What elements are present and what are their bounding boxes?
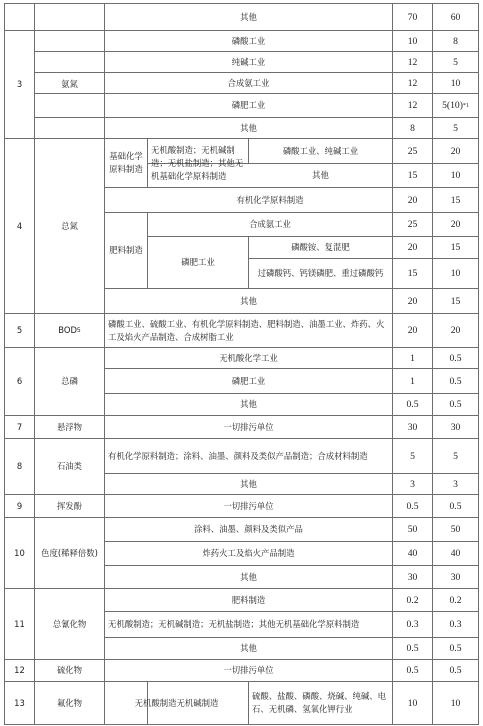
limit-value-1 <box>393 612 432 637</box>
item-number-text: 6 <box>16 376 23 386</box>
industry-cell <box>105 394 392 415</box>
limit-value-1 <box>393 259 432 288</box>
limit-value-2 <box>433 289 478 313</box>
limit-value-2-text: 8 <box>453 35 458 47</box>
item-number <box>5 495 34 517</box>
industry-cell <box>105 638 392 659</box>
limit-value-1 <box>393 164 432 187</box>
limit-value-1-text: 3 <box>410 478 415 490</box>
limit-value-1 <box>393 52 432 72</box>
limit-value-2 <box>433 439 478 473</box>
limit-value-1-text: 8 <box>410 122 415 134</box>
pollutant-name <box>35 416 104 438</box>
industry-cell <box>105 118 392 138</box>
limit-value-2 <box>433 589 478 611</box>
row-divider <box>4 724 479 725</box>
limit-value-2 <box>433 73 478 93</box>
industry-cell-text: 无机酸化学工业 <box>219 352 278 363</box>
pollutant-name-text: 硫化物 <box>56 665 83 675</box>
industry-cell-text: 合成氨工业 <box>249 219 291 229</box>
limit-value-1 <box>393 139 432 163</box>
item-number-text: 13 <box>14 697 25 708</box>
industry-cell <box>105 612 392 637</box>
pollutant-name <box>35 660 104 681</box>
item-number <box>5 439 34 494</box>
industry-cell-text: 磷酸工业 <box>231 35 266 46</box>
limit-value-1 <box>393 73 432 93</box>
limit-value-2 <box>433 416 478 438</box>
industry-cell <box>105 542 392 565</box>
item-number <box>5 518 34 588</box>
limit-value-2 <box>433 4 478 30</box>
limit-value-2 <box>433 638 478 659</box>
industry-cell-text: 其他 <box>240 643 257 653</box>
industry-cell <box>105 474 392 494</box>
industry-cell-text: 有机化学原料制造；涂料、油墨、颜料及类似产品制造；合成材料制造 <box>108 450 368 461</box>
industry-cell-text: 无机酸制造；无机碱制造；无机盐制造；其他无机基础化学原料制造 <box>108 619 360 629</box>
limit-value-2 <box>433 52 478 72</box>
limit-value-1-text: 50 <box>407 524 418 535</box>
limit-value-1-text: 5 <box>410 450 415 462</box>
industry-group-text: 基础化学原料制造 <box>109 151 143 174</box>
item-number-text: 10 <box>14 547 25 558</box>
limit-value-2-text: 5 <box>453 122 458 134</box>
item-number-text: 5 <box>16 325 23 335</box>
limit-value-2 <box>433 118 478 138</box>
limit-value-2-text: 0.5 <box>449 643 462 654</box>
limit-value-2 <box>433 164 478 187</box>
item-number-text: 4 <box>16 220 23 231</box>
limit-value-1-text: 20 <box>407 295 418 307</box>
limit-value-1 <box>393 213 432 236</box>
limit-value-2-text: 5 <box>453 56 458 68</box>
limit-value-1 <box>393 589 432 611</box>
industry-cell-text: 其他 <box>240 295 257 306</box>
limit-value-1 <box>393 348 432 368</box>
industry-group-text: 肥料制造 <box>109 245 143 255</box>
limit-value-1-text: 20 <box>407 325 418 336</box>
limit-value-1 <box>393 188 432 212</box>
limit-value-2-text: 30 <box>450 421 461 433</box>
industry-cell-text: 一切排污单位 <box>223 421 274 432</box>
limit-value-1 <box>393 369 432 393</box>
item-number-text: 7 <box>16 421 23 432</box>
limit-value-1 <box>393 118 432 138</box>
limit-value-1 <box>393 314 432 347</box>
industry-cell-text: 合成氨工业 <box>227 77 270 88</box>
limit-value-1 <box>393 416 432 438</box>
limit-value-2-text: 40 <box>450 548 461 559</box>
limit-value-2 <box>433 213 478 236</box>
pollutant-name <box>35 495 104 517</box>
limit-value-2 <box>433 348 478 368</box>
limit-value-1-text: 30 <box>407 421 418 433</box>
industry-subgroup <box>148 237 248 288</box>
limit-value-2-text: 30 <box>450 571 461 583</box>
industry-cell <box>105 416 392 438</box>
pollutant-name-text: 挥发酚 <box>56 500 83 511</box>
limit-value-2-text: 20 <box>450 219 461 230</box>
limit-value-1-text: 10 <box>407 697 418 709</box>
limit-value-2-text: 3 <box>453 478 458 490</box>
limit-value-1 <box>393 638 432 659</box>
industry-cell <box>105 439 392 473</box>
column-divider <box>478 3 479 725</box>
industry-cell <box>105 518 392 541</box>
industry-cell <box>148 188 392 212</box>
industry-cell <box>105 566 392 588</box>
industry-cell-text: 过磷酸钙、钙镁磷肥、重过磷酸钙 <box>257 268 384 278</box>
industry-cell-text: 有机化学原料制造 <box>236 194 304 205</box>
industry-cell-text: 肥料制造 <box>231 594 266 605</box>
limit-value-2-text: 50 <box>450 524 461 535</box>
limit-value-1-text: 10 <box>407 35 418 47</box>
limit-value-1 <box>393 495 432 517</box>
limit-value-1 <box>393 394 432 415</box>
industry-cell-text: 磷酸铵、复混肥 <box>291 242 350 252</box>
item-number-text: 12 <box>14 665 25 675</box>
item-number-text: 9 <box>16 500 23 511</box>
limit-value-1-text: 0.5 <box>406 643 419 654</box>
pollutant-name-text: 悬浮物 <box>56 421 83 432</box>
industry-cell <box>105 94 392 117</box>
industry-group <box>105 213 147 288</box>
item-number <box>5 31 34 138</box>
industry-cell-text: 一切排污单位 <box>223 665 274 675</box>
limit-value-2 <box>433 394 478 415</box>
limit-value-2-text: 15 <box>450 295 461 307</box>
item-number <box>5 682 34 724</box>
pollutant-name <box>35 589 104 659</box>
item-number <box>5 314 34 347</box>
pollutant-name <box>35 31 104 138</box>
industry-cell <box>105 52 392 72</box>
pollutant-name <box>35 518 104 588</box>
industry-cell-text: 其他 <box>240 478 257 489</box>
limit-value-2-text: 60 <box>450 11 461 23</box>
limit-value-1 <box>393 94 432 117</box>
limit-value-1-text: 70 <box>407 11 418 23</box>
limit-value-1-text: 20 <box>407 194 418 206</box>
industry-cell-text: 磷肥工业 <box>231 100 266 110</box>
limit-value-1-text: 25 <box>407 145 418 157</box>
industry-subgroup-text: 无机酸制造；无机碱制造；无机盐制造；其他无机基础化学原料制造 <box>151 144 244 181</box>
pollutant-name-text: 总氮 <box>61 220 78 231</box>
limit-value-1 <box>393 566 432 588</box>
limit-value-1 <box>393 542 432 565</box>
limit-value-2 <box>433 139 478 163</box>
industry-cell-text: 涂料、油墨、颜料及类似产品 <box>194 524 303 534</box>
pollutant-name-text: 总磷 <box>61 376 78 386</box>
industry-cell-text: 其他 <box>312 170 329 180</box>
limit-value-1 <box>393 682 432 724</box>
industry-cell <box>105 73 392 93</box>
limit-value-2-text: 0.5 <box>449 352 462 364</box>
industry-cell-text: 磷酸工业、纯碱工业 <box>282 145 359 156</box>
limit-value-2-text: 5 <box>453 450 458 462</box>
industry-cell <box>105 589 392 611</box>
limit-value-1-text: 1 <box>410 375 415 387</box>
limit-value-2-text: 10 <box>450 77 461 89</box>
limit-value-2 <box>433 188 478 212</box>
limit-value-1-text: 15 <box>407 170 418 181</box>
limit-value-1-text: 1 <box>410 352 415 364</box>
limit-value-2 <box>433 495 478 517</box>
limit-value-2 <box>433 518 478 541</box>
limit-value-1-text: 0.3 <box>406 619 419 630</box>
industry-subgroup-text: 无机酸制造无机碱制造 <box>134 697 219 708</box>
industry-cell-text: 磷酸工业、硫酸工业、有机化学原料制造、肥料制造、油墨工业、炸药、火工及焰火产品制造、合成树脂工业 <box>108 318 385 342</box>
pollutant-name <box>35 348 104 415</box>
limit-value-2 <box>433 660 478 681</box>
limit-value-1-text: 0.2 <box>406 594 419 606</box>
limit-value-1-text: 0.5 <box>406 399 419 410</box>
limit-value-2-text: 0.3 <box>449 619 462 630</box>
industry-cell <box>105 4 392 30</box>
limit-value-2-text: 0.2 <box>449 594 462 606</box>
industry-cell <box>249 139 392 163</box>
limit-value-2-text: 20 <box>450 145 461 157</box>
limit-value-1-text: 12 <box>407 77 418 89</box>
industry-subgroup <box>148 139 248 187</box>
limit-value-1 <box>393 518 432 541</box>
industry-cell-text: 纯碱工业 <box>231 56 266 67</box>
item-number <box>5 348 34 415</box>
limit-value-2 <box>433 566 478 588</box>
industry-subgroup-text: 磷肥工业 <box>181 257 215 267</box>
industry-cell <box>105 314 392 347</box>
limit-value-2-text: 0.5 <box>449 500 462 512</box>
limit-value-2 <box>433 31 478 51</box>
limit-value-2-text: 15 <box>450 194 461 206</box>
pollutant-name-text: 氟化物 <box>56 697 83 708</box>
limit-value-1-text: 25 <box>407 219 418 230</box>
pollutant-name-text: 石油类 <box>56 461 83 471</box>
industry-cell <box>249 682 392 724</box>
limit-value-1 <box>393 439 432 473</box>
industry-cell-text: 其他 <box>240 571 257 582</box>
item-number-text: 3 <box>16 79 23 89</box>
industry-cell <box>249 259 392 288</box>
limit-value-2 <box>433 237 478 258</box>
limit-value-2 <box>433 682 478 724</box>
limit-value-2-text: 10 <box>450 697 461 709</box>
item-number-text: 8 <box>16 461 23 471</box>
limit-value-1-text: 20 <box>407 242 418 253</box>
pollutant-name <box>35 139 104 313</box>
limit-value-1-text: 30 <box>407 571 418 583</box>
limit-value-1 <box>393 4 432 30</box>
industry-cell <box>105 31 392 51</box>
pollutant-name: BOD 5 <box>58 325 81 335</box>
limit-value-1-text: 15 <box>407 268 418 279</box>
limit-value-1 <box>393 31 432 51</box>
pollutant-name <box>35 439 104 494</box>
industry-subgroup <box>105 682 248 724</box>
industry-cell <box>148 213 392 236</box>
industry-cell <box>105 369 392 393</box>
limit-value-2-text: 10 <box>450 170 461 181</box>
limit-value-2: 5(10) *1 <box>442 100 469 111</box>
limit-value-2 <box>433 369 478 393</box>
limit-value-1-text: 40 <box>407 548 418 559</box>
item-number-text: 11 <box>14 618 25 629</box>
pollutant-name-text: BOD <box>58 325 77 335</box>
industry-cell-text: 其他 <box>240 11 257 22</box>
limit-value-2-text: 15 <box>450 242 461 253</box>
item-number <box>5 416 34 438</box>
limit-value-2-text: 20 <box>450 325 461 336</box>
industry-cell <box>105 348 392 368</box>
limit-value-2-text: 0.5 <box>449 375 462 387</box>
industry-cell-text: 硫酸、盐酸、磷酸、烧碱、纯碱、电石、无机磷、氢氧化钾行业 <box>252 691 386 714</box>
item-number <box>5 589 34 659</box>
limit-value-2 <box>433 542 478 565</box>
limit-value-2 <box>433 612 478 637</box>
limit-value-2 <box>433 474 478 494</box>
industry-cell <box>249 164 392 187</box>
industry-cell-text: 其他 <box>240 122 257 133</box>
industry-cell <box>249 237 392 258</box>
industry-group <box>105 139 147 187</box>
limit-value-1-text: 0.5 <box>406 500 419 512</box>
industry-cell-text: 炸药火工及焰火产品制造 <box>202 548 295 558</box>
pollutant-name-text: 总氰化物 <box>52 618 87 629</box>
limit-value-2-text: 0.5 <box>449 665 462 676</box>
industry-cell <box>105 660 392 681</box>
limit-value-1-text: 0.5 <box>406 665 419 676</box>
industry-cell-text: 一切排污单位 <box>223 500 274 511</box>
limit-value-2 <box>433 259 478 288</box>
limit-value-1-text: 12 <box>407 56 418 68</box>
limit-value-1-text: 12 <box>407 100 418 111</box>
limit-value-1 <box>393 289 432 313</box>
pollutant-name-text: 氨氮 <box>61 79 78 89</box>
pollutant-name <box>35 682 104 724</box>
item-number <box>5 139 34 313</box>
limit-value-2 <box>433 314 478 347</box>
limit-value-1 <box>393 660 432 681</box>
industry-cell-text: 磷肥工业 <box>231 375 266 386</box>
limit-value-2-text: 0.5 <box>449 399 462 410</box>
industry-cell <box>105 289 392 313</box>
item-number <box>5 660 34 681</box>
pollutant-name-text: 色度(稀释倍数) <box>41 547 98 558</box>
limit-value-1 <box>393 237 432 258</box>
limit-value-2-text: 5(10) <box>442 100 463 111</box>
limit-value-2-text: 10 <box>450 268 461 279</box>
industry-cell-text: 其他 <box>240 399 257 409</box>
limit-value-1 <box>393 474 432 494</box>
industry-cell <box>105 495 392 517</box>
